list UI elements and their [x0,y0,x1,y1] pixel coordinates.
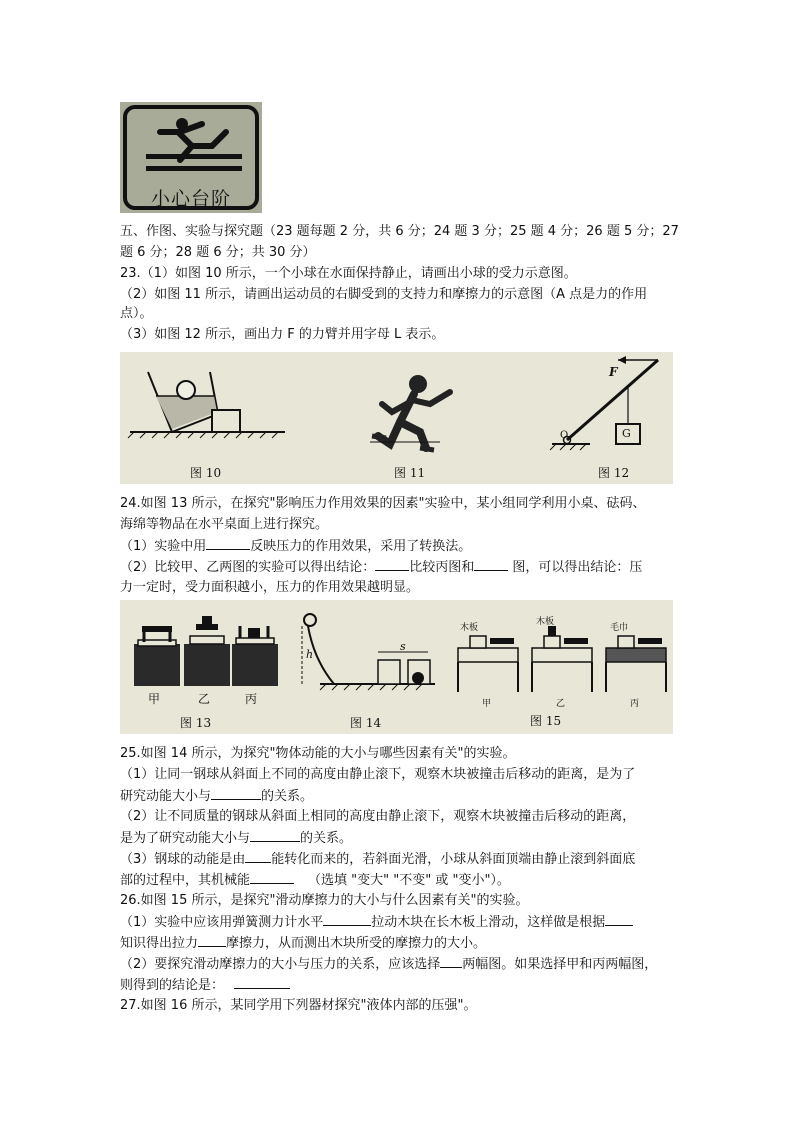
q25-part1-line1: （1）让同一钢球从斜面上不同的高度由静止滚下，观察木块被撞击后移动的距离，是为了 [120,767,636,782]
q25-part3-line2 [120,871,510,890]
q25-part3-text-c: 部的过程中，其机械能 [120,873,251,888]
q26-blank-2[interactable] [605,913,633,926]
q25-part2-text-b: 的关系。 [300,831,353,846]
q25-part2-line1: （2）让不同质量的钢球从斜面上相同的高度由静止滚下，观察木块被撞击后移动的距离， [120,809,636,824]
q24-part2 [120,558,642,577]
label-O: O [560,430,569,441]
q26-part1-text-d: 摩擦力，从而测出木块所受的摩擦力的大小。 [226,936,487,951]
q23-part3: （3）如图 12 所示，画出力 F 的力臂并用字母 L 表示。 [120,327,445,342]
q25-part3-text-a: （3）钢球的动能是由 [120,852,246,867]
q26-part2-text-c: 则得到的结论是： [120,978,225,993]
q25-part3-text-b: 能转化而来的，若斜面光滑，小球从斜面顶端由静止滚到斜面底 [271,852,636,867]
q25-part2-line2 [120,829,352,848]
section-title-line-1: 五、作图、实验与探究题（23 题每题 2 分，共 6 分；24 题 3 分；25 题 4 分；26 题 5 分；27 [120,224,679,239]
q25-blank-4[interactable] [250,871,294,884]
q24-blank-1[interactable] [206,537,250,550]
q26-intro: 26.如图 15 所示，是探究"滑动摩擦力的大小与什么因素有关"的实验。 [120,893,529,908]
q26-part1-line1 [120,913,633,932]
q26-part2-text-b: 两幅图。如果选择甲和丙两幅图， [462,957,658,972]
q26-blank-3[interactable] [198,934,226,947]
q25-part1-text-a: 研究动能大小与 [120,789,212,804]
q26-part1-text-c: 知识得出拉力 [120,936,199,951]
q26-part2-text-a: （2）要探究滑动摩擦力的大小与压力的关系，应该选择 [120,957,441,972]
sponge-label-bing: 丙 [245,692,258,706]
q25-part1-text-b: 的关系。 [261,789,314,804]
setup-label-yi: 乙 [556,699,566,709]
figure-11-caption: 图 11 [394,466,426,480]
figure-10-caption: 图 10 [190,466,222,480]
figure-14-caption: 图 14 [350,716,382,730]
sponge-label-yi: 乙 [198,692,211,706]
figure-12-caption: 图 12 [598,466,630,480]
q26-blank-1[interactable] [323,913,371,926]
figure-14-diagram [302,614,435,690]
figure-row-13-15 [120,600,673,734]
q25-part3-line1 [120,850,635,869]
q25-part3-text-d: （选填 "变大" "不变" 或 "变小"）。 [308,873,510,888]
q24-blank-2[interactable] [375,558,409,571]
label-h: h [306,648,314,661]
surface-label-2: 木板 [536,617,555,627]
label-F: F [609,365,618,379]
figure-row-10-12 [120,352,673,484]
q24-part2-line2: 力一定时，受力面积越小，压力的作用效果越明显。 [120,580,420,595]
q23-part2-line1: （2）如图 11 所示，请画出运动员的右脚受到的支持力和摩擦力的示意图（A 点是力的作用 [120,287,648,302]
sign-label: 小心台阶 [150,188,231,210]
caution-step-sign [120,102,262,213]
q25-blank-2[interactable] [250,829,300,842]
q25-intro: 25.如图 14 所示，为探究"物体动能的大小与哪些因素有关"的实验。 [120,746,516,761]
q25-blank-1[interactable] [211,787,261,800]
q24-part2-text-a: （2）比较甲、乙两图的实验可以得出结论： [120,560,376,575]
q26-blank-5[interactable] [234,976,290,989]
q24-blank-3[interactable] [474,558,508,571]
label-s: s [400,640,406,653]
figure-15-diagram [458,626,666,692]
surface-label-3: 毛巾 [610,623,629,633]
figure-13-diagram [134,616,278,686]
q27-intro: 27.如图 16 所示，某同学用下列器材探究"液体内部的压强"。 [120,998,477,1013]
figure-13-caption: 图 13 [180,716,212,730]
q24-intro-line2: 海绵等物品在水平桌面上进行探究。 [120,517,329,532]
setup-label-bing: 丙 [630,699,640,709]
q26-part2-line1 [120,955,657,974]
q25-part1-line2 [120,787,313,806]
q26-part1-line2 [120,934,486,953]
sponge-label-jia: 甲 [148,692,161,706]
q26-part1-text-b: 拉动木块在长木板上滑动，这样做是根据 [371,915,606,930]
surface-label-1: 木板 [460,623,479,633]
q24-part1 [120,537,471,556]
section-title-line-2: 题 6 分；28 题 6 分；共 30 分） [120,245,316,260]
q24-intro-line1: 24.如图 13 所示，在探究"影响压力作用效果的因素"实验中，某小组同学利用小桌、砝码、 [120,496,646,511]
q25-blank-3[interactable] [245,850,271,863]
q26-part1-text-a: （1）实验中应该用弹簧测力计水平 [120,915,324,930]
q24-part1-text-b: 反映压力的作用效果，采用了转换法。 [250,539,472,554]
q24-part1-text-a: （1）实验中用 [120,539,207,554]
label-G: G [622,427,631,440]
q24-part2-text-c: 图，可以得出结论：压 [508,560,643,575]
q26-part2-line2 [120,976,290,995]
q24-part2-text-b: 比较丙图和 [409,560,475,575]
figure-15-caption: 图 15 [530,714,562,728]
q25-part2-text-a: 是为了研究动能大小与 [120,831,251,846]
setup-label-jia: 甲 [482,699,492,709]
q26-blank-4[interactable] [440,955,462,968]
figure-10-diagram [128,372,285,438]
q23-part2-line2: 点）。 [120,306,153,321]
figure-11-runner [370,375,450,450]
q23-part1: 23.（1）如图 10 所示，一个小球在水面保持静止，请画出小球的受力示意图。 [120,266,577,281]
